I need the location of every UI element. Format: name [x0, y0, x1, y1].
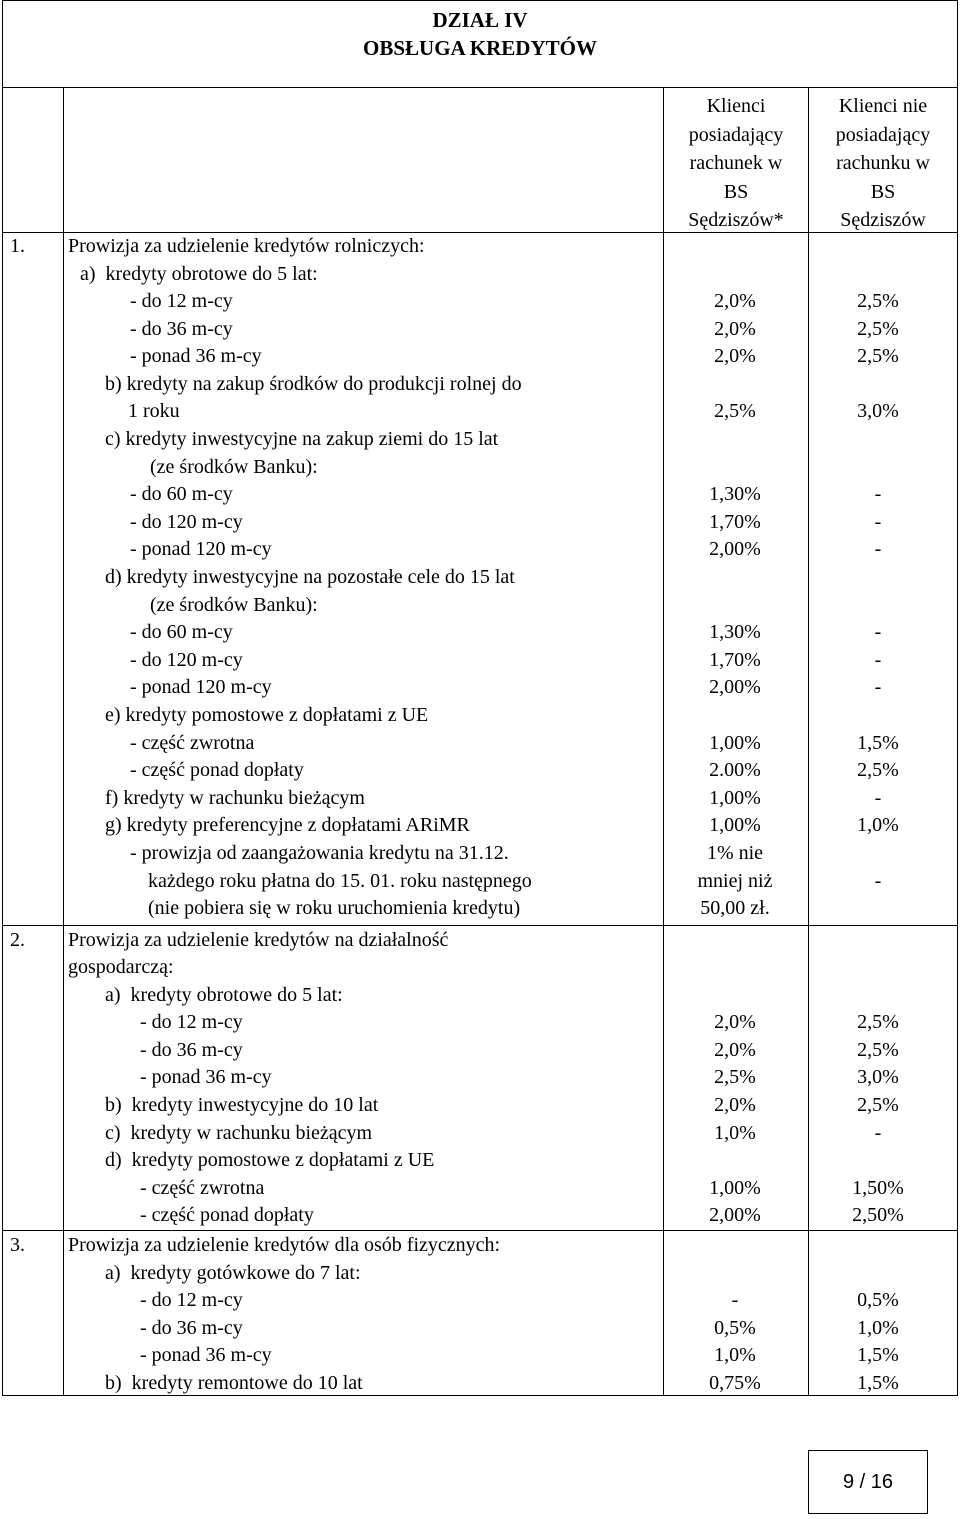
rate-with-account: 1,70% [709, 511, 761, 533]
row-description: - ponad 36 m-cy [140, 1066, 272, 1088]
rate-without-account: 1,5% [857, 732, 899, 754]
header-clients-with-account [664, 92, 808, 235]
section-number: 2. [10, 929, 25, 951]
rate-without-account: 1,5% [857, 1344, 899, 1366]
header-col1-line: rachunek w [689, 152, 783, 174]
rate-without-account: 1,0% [857, 814, 899, 836]
rate-with-account: 2.00% [709, 759, 761, 781]
row-description: - część zwrotna [140, 1177, 265, 1199]
header-col1-line: Sędziszów* [688, 209, 784, 231]
rate-without-account: 1,0% [857, 1317, 899, 1339]
row-description: - część ponad dopłaty [130, 759, 304, 781]
rate-with-account: 2,0% [714, 290, 756, 312]
row-description: - do 36 m-cy [130, 318, 233, 340]
row-description: - prowizja od zaangażowania kredytu na 31.12. [130, 842, 509, 864]
rate-without-account: - [874, 649, 882, 671]
row-description: b) kredyty remontowe do 10 lat [105, 1372, 363, 1394]
header-col2-line: posiadający [835, 123, 931, 146]
row-description: - ponad 120 m-cy [130, 676, 272, 698]
row-description: d) kredyty inwestycyjne na pozostałe cele do 15 lat [105, 566, 515, 588]
header-col1-line: Klienci [706, 95, 766, 117]
row-description: a) kredyty gotówkowe do 7 lat: [105, 1262, 361, 1284]
row-description: (ze środków Banku): [150, 594, 318, 616]
title-divider [2, 87, 958, 88]
row-description: - do 120 m-cy [130, 649, 243, 671]
section-title-line1: DZIAŁ IV [432, 8, 528, 32]
row-description: - ponad 36 m-cy [130, 345, 262, 367]
row-description: - do 60 m-cy [130, 483, 233, 505]
rate-with-account: mniej niż [697, 870, 773, 892]
rate-without-account: 2,5% [857, 345, 899, 367]
header-clients-without-account [809, 92, 957, 235]
page-number: 9 / 16 [842, 1471, 894, 1493]
rate-without-account: 3,0% [857, 1066, 899, 1088]
row-description: c) kredyty inwestycyjne na zakup ziemi do 15 lat [105, 428, 499, 450]
section-number: 3. [10, 1234, 25, 1256]
rate-without-account: 1,50% [852, 1177, 904, 1199]
rate-with-account: 0,75% [709, 1372, 761, 1394]
rate-with-account: 1% nie [706, 842, 764, 864]
rate-with-account: 50,00 zł. [700, 897, 770, 919]
row-description: - do 36 m-cy [140, 1317, 243, 1339]
header-col2-line: Sędziszów [840, 209, 926, 231]
rate-without-account: 0,5% [857, 1289, 899, 1311]
table-border-right [957, 0, 958, 1396]
row-description: - część ponad dopłaty [140, 1204, 314, 1226]
rate-without-account: 2,5% [857, 1011, 899, 1033]
rate-with-account: 2,00% [709, 538, 761, 560]
rate-without-account: - [874, 538, 882, 560]
row-description: g) kredyty preferencyjne z dopłatami ARiMR [105, 814, 470, 836]
rate-without-account: - [874, 787, 882, 809]
row-description: d) kredyty pomostowe z dopłatami z UE [105, 1149, 435, 1171]
rate-without-account: - [874, 1122, 882, 1144]
col-num-divider [63, 87, 64, 1396]
row-description: każdego roku płatna do 15. 01. roku następnego [148, 870, 532, 892]
section2-divider [2, 925, 958, 926]
rate-without-account: - [874, 511, 882, 533]
row-description: 1 roku [128, 400, 180, 422]
row-description: - ponad 36 m-cy [140, 1344, 272, 1366]
rate-with-account: 2,0% [714, 345, 756, 367]
section3-divider [2, 1230, 958, 1231]
rate-with-account: 1,00% [709, 787, 761, 809]
rate-without-account: 2,5% [857, 1094, 899, 1116]
rate-with-account: 2,0% [714, 1039, 756, 1061]
rate-with-account: 1,0% [714, 1344, 756, 1366]
rate-with-account: 1,30% [709, 483, 761, 505]
rate-without-account: 1,5% [857, 1372, 899, 1394]
rate-with-account: 1,00% [709, 814, 761, 836]
rate-with-account: 2,5% [714, 400, 756, 422]
rate-with-account: 2,5% [714, 1066, 756, 1088]
rate-with-account: 2,0% [714, 318, 756, 340]
header-col2-line: Klienci nie [838, 95, 928, 117]
row-description: Prowizja za udzielenie kredytów dla osób fizycznych: [68, 1234, 501, 1256]
row-description: f) kredyty w rachunku bieżącym [105, 787, 365, 809]
row-description: b) kredyty na zakup środków do produkcji rolnej do [105, 373, 522, 395]
section-title-line2: OBSŁUGA KREDYTÓW [363, 36, 597, 60]
rate-with-account: 2,0% [714, 1094, 756, 1116]
rate-without-account: 2,5% [857, 1039, 899, 1061]
section-number: 1. [10, 235, 25, 257]
table-border-top [2, 0, 958, 1]
rate-without-account: - [874, 483, 882, 505]
row-description: Prowizja za udzielenie kredytów na działalność [68, 929, 449, 951]
rate-without-account: 2,5% [857, 290, 899, 312]
rate-with-account: 1,00% [709, 1177, 761, 1199]
row-description: - do 12 m-cy [130, 290, 233, 312]
row-description: - do 60 m-cy [130, 621, 233, 643]
row-description: Prowizja za udzielenie kredytów rolniczych: [68, 235, 425, 257]
row-description: a) kredyty obrotowe do 5 lat: [105, 984, 343, 1006]
row-description: e) kredyty pomostowe z dopłatami z UE [105, 704, 429, 726]
rate-without-account: 2,5% [857, 318, 899, 340]
rate-with-account: 1,70% [709, 649, 761, 671]
row-description: - do 12 m-cy [140, 1011, 243, 1033]
header-col1-line: posiadający [688, 123, 784, 146]
row-description: b) kredyty inwestycyjne do 10 lat [105, 1094, 379, 1116]
row-description: (nie pobiera się w roku uruchomienia kredytu) [148, 897, 521, 919]
row-description: - część zwrotna [130, 732, 255, 754]
rate-with-account: 1,0% [714, 1122, 756, 1144]
row-description: (ze środków Banku): [150, 456, 318, 478]
header-col2-line: rachunku w [836, 152, 930, 174]
rate-without-account: 3,0% [857, 400, 899, 422]
row-description: - do 36 m-cy [140, 1039, 243, 1061]
rate-with-account: - [731, 1289, 739, 1311]
row-description: gospodarczą: [68, 956, 174, 978]
table-border-left [2, 0, 3, 1396]
rate-without-account: 2,5% [857, 759, 899, 781]
row-description: c) kredyty w rachunku bieżącym [105, 1122, 373, 1144]
rate-without-account: - [874, 870, 882, 892]
rate-without-account: - [874, 621, 882, 643]
rate-with-account: 2,00% [709, 676, 761, 698]
rate-without-account: - [874, 676, 882, 698]
row-description: a) kredyty obrotowe do 5 lat: [80, 263, 318, 285]
rate-with-account: 1,00% [709, 732, 761, 754]
rate-without-account: 2,50% [852, 1204, 904, 1226]
rate-with-account: 0,5% [714, 1317, 756, 1339]
rate-with-account: 1,30% [709, 621, 761, 643]
rate-with-account: 2,0% [714, 1011, 756, 1033]
row-description: - do 120 m-cy [130, 511, 243, 533]
rate-with-account: 2,00% [709, 1204, 761, 1226]
header-col1-line: BS [723, 180, 749, 203]
row-description: - do 12 m-cy [140, 1289, 243, 1311]
row-description: - ponad 120 m-cy [130, 538, 272, 560]
header-col2-line: BS [870, 180, 896, 203]
